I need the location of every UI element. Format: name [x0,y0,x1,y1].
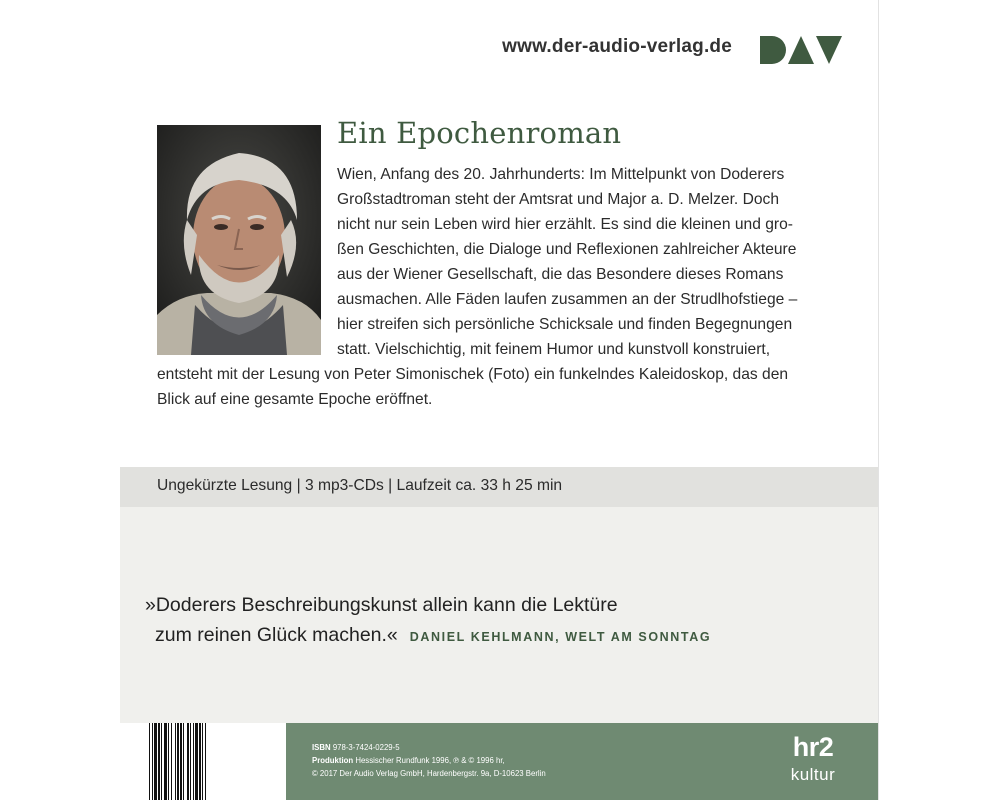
quote-line-2-text: zum reinen Glück machen.« [155,624,398,646]
quote-source: DANIEL KEHLMANN, WELT AM SONNTAG [409,630,712,644]
description-line: entsteht mit der Lesung von Peter Simonischek (Foto) ein funkelndes Kaleidoskop, das den [157,366,789,383]
barcode [147,723,262,800]
product-info-band [120,467,878,507]
description-line: statt. Vielschichtig, mit feinem Humor und kunstvoll konstruiert, [337,341,771,358]
hr2-logo-sub: kultur [790,765,836,784]
description-line: ßen Geschichten, die Dialoge und Reflexionen zahlreicher Akteure [337,241,797,258]
description-line: ausmachen. Alle Fäden laufen zusammen an der Strudlhofstiege – [337,291,798,308]
description-text [157,162,850,412]
description-line: Großstadtroman steht der Amtsrat und Major a. D. Melzer. Doch [337,191,779,208]
description-line: Wien, Anfang des 20. Jahrhunderts: Im Mittelpunkt von Doderers [337,166,785,183]
copyright-line: © 2017 Der Audio Verlag GmbH, Hardenbergstr. 9a, D-10623 Berlin [312,769,546,778]
audiobook-back-cover [120,0,879,800]
production-label: Produktion [312,756,354,765]
description-line: aus der Wiener Gesellschaft, die das Besondere dieses Romans [337,266,784,283]
production-line [312,754,546,767]
description-line: Blick auf eine gesamte Epoche eröffnet. [157,391,433,408]
quote-line-2 [145,620,865,652]
description-line: nicht nur sein Leben wird hier erzählt. Es sind die kleinen und gro- [337,216,793,233]
production-credits [312,741,546,780]
review-quote [145,590,865,652]
product-info-text: Ungekürzte Lesung | 3 mp3-CDs | Laufzeit ca. 33 h 25 min [157,477,563,494]
publisher-website[interactable]: www.der-audio-verlag.de [502,36,732,57]
isbn-value: 978-3-7424-0229-5 [332,743,400,752]
quote-line-1: »Doderers Beschreibungskunst allein kann die Lektüre [145,594,618,616]
headline: Ein Epochenroman [337,116,622,150]
isbn-line [312,741,546,754]
review-quote-area [120,507,878,723]
hr2-kultur-logo [783,733,843,793]
isbn-label: ISBN [312,743,331,752]
hr2-logo-main: hr2 [792,732,834,762]
footer-band [286,723,878,800]
production-value: Hessischer Rundfunk 1996, ℗ & © 1996 hr, [355,756,505,765]
dav-logo [758,34,844,66]
description-line: hier streifen sich persönliche Schicksale und finden Begegnungen [337,316,793,333]
